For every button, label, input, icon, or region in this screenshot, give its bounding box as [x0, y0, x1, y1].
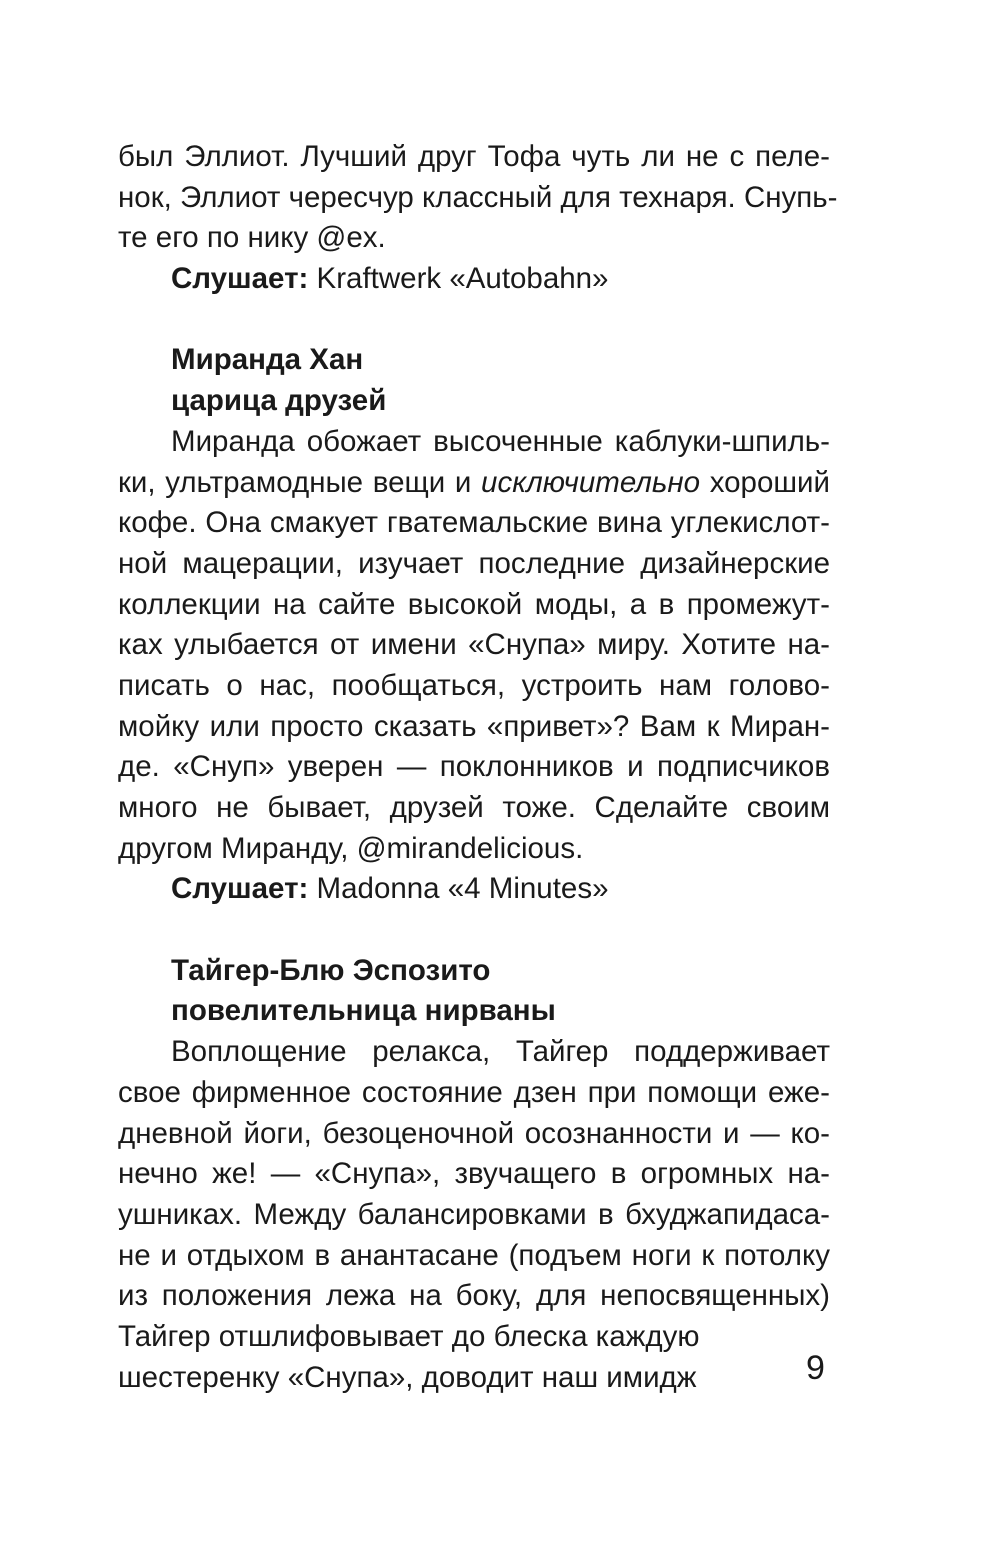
listens-line	[118, 259, 830, 300]
text-line: писать о нас, пообщаться, устроить нам голово-	[118, 668, 830, 702]
text-line: шестеренку «Снупа», доводит наш имидж	[118, 1360, 697, 1394]
text-line: ной мацерации, изучает последние дизайнерские	[118, 546, 830, 580]
text-line: был Эллиот. Лучший друг Тофа чуть ли не с пеле-	[118, 140, 830, 173]
text-line: нечно же! — «Снупа», звучащего в огромных на-	[118, 1157, 830, 1191]
text-line: другом Миранду, @mirandelicious.	[118, 831, 584, 865]
section-tiger	[118, 951, 830, 1399]
text-run: ки, ультрамодные вещи и	[118, 465, 482, 499]
text-line: кофе. Она смакует гватемальские вина углекислот-	[118, 506, 830, 540]
section-heading-title: повелительница нирваны	[171, 994, 556, 1028]
section-heading-name: Миранда Хан	[171, 343, 364, 377]
text-line: коллекции на сайте высокой моды, а в промежут-	[118, 587, 830, 621]
text-line: не и отдыхом в анантасане (подъем ноги к потолку	[118, 1238, 830, 1272]
text-line: свое фирменное состояние дзен при помощи еже-	[118, 1075, 830, 1109]
section-heading-name: Тайгер-Блю Эспозито	[171, 953, 491, 987]
italic-text: исключительно	[481, 465, 701, 499]
text-line: Воплощение релакса, Тайгер поддерживает	[171, 1035, 830, 1069]
text-line: из положения лежа на боку, для непосвященных)	[118, 1279, 830, 1313]
text-line: много не бывает, друзей тоже. Сделайте своим	[118, 791, 830, 824]
section-heading-title: царица друзей	[171, 384, 387, 418]
text-line: ках улыбается от имени «Снупа» миру. Хотите на-	[118, 628, 830, 662]
text-line: те его по нику @ex.	[118, 221, 386, 255]
listens-line	[118, 869, 830, 910]
text-line: ушниках. Между балансировками в бхуджапидаса-	[118, 1197, 830, 1231]
text-line: де. «Снуп» уверен — поклонников и подписчиков	[118, 750, 830, 784]
spacer	[118, 300, 830, 341]
page-number: 9	[806, 1349, 825, 1387]
paragraph-intro	[118, 137, 838, 300]
listens-label: Слушает:	[171, 872, 309, 906]
text-line-with-italic	[118, 463, 830, 504]
text-run: хороший	[700, 465, 830, 499]
text-line: мойку или просто сказать «привет»? Вам к Миран-	[118, 709, 830, 743]
section-miranda	[118, 340, 830, 910]
page-text	[118, 137, 838, 1398]
text-line: дневной йоги, безоценочной осознанности и — ко-	[118, 1116, 830, 1150]
text-line: нок, Эллиот чересчур классный для технаря. Снупь-	[118, 180, 838, 214]
listens-value: Kraftwerk «Autobahn»	[308, 262, 609, 296]
listens-label: Слушает:	[171, 262, 309, 296]
spacer	[118, 910, 830, 951]
text-line: Тайгер отшлифовывает до блеска каждую	[118, 1319, 700, 1353]
listens-value: Madonna «4 Minutes»	[308, 872, 609, 906]
text-line: Миранда обожает высоченные каблуки-шпиль-	[171, 424, 830, 458]
